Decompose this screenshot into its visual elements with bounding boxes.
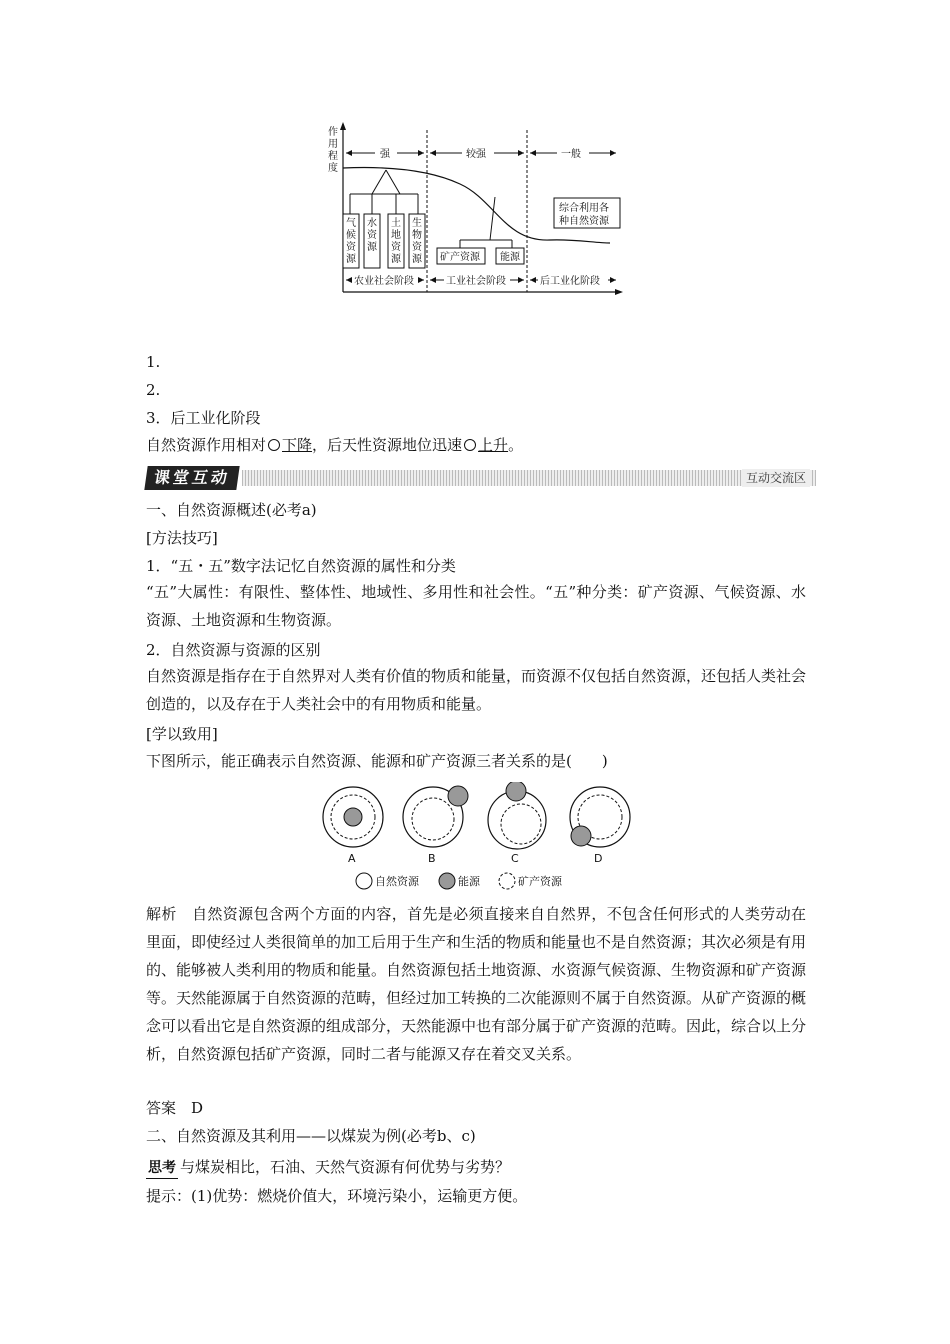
legend-energy: 能源 [458,875,480,888]
y-axis-arrow [340,122,346,130]
item-3: 3．后工业化阶段 [146,409,261,427]
svg-text:资: 资 [367,230,377,241]
svg-text:矿产资源: 矿产资源 [440,252,480,263]
option-c-diagram [488,782,546,865]
arrow-head [610,277,616,283]
y-label-2: 用 [328,139,338,150]
option-b-label: B [428,852,436,865]
svg-text:综合利用各: 综合利用各 [559,203,609,214]
phase-bottom-post: 后工业化阶段 [540,276,600,287]
y-label-4: 度 [328,163,338,174]
legend [356,873,563,889]
arrow-head [518,150,524,156]
option-c-label: C [511,852,519,865]
analysis-block [146,900,806,1068]
option-d-label: D [594,852,603,865]
apply-label: [学以致用] [146,725,218,743]
box-land [388,214,404,268]
phase-bottom-ind: 工业社会阶段 [446,276,506,287]
connector [372,170,386,194]
banner-right-label: 互动交流区 [742,469,810,487]
svg-text:资: 资 [391,242,401,253]
box-bio [409,214,425,268]
arrow-head [610,150,616,156]
method-1-title: 1．“五・五”数字法记忆自然资源的属性和分类 [146,557,456,575]
think-tag: 思考 [146,1158,178,1179]
arrow-head [430,150,436,156]
svg-text:物: 物 [412,230,422,241]
svg-text:种自然资源: 种自然资源 [559,216,609,227]
box-water [364,214,380,268]
answer-decline: 下降 [282,436,313,454]
svg-text:源: 源 [346,254,356,265]
svg-text:气: 气 [346,218,356,229]
options-figure [316,782,646,892]
phase-top-fair: 较强 [466,149,486,160]
arrow-head [346,150,352,156]
x-axis-arrow [615,289,623,295]
resource-role-diagram [320,122,630,300]
think-line [146,1157,510,1179]
text: ，后天性资源地位迅速 [312,436,463,454]
legend-natural: 自然资源 [375,875,419,888]
option-a-diagram [323,787,383,865]
svg-text:土: 土 [391,218,401,229]
method-2-title: 2．自然资源与资源的区别 [146,641,321,659]
box-comprehensive [554,198,620,228]
banner-stripe [242,470,816,486]
answer-label: 答案 [146,1099,177,1117]
item-3-detail [146,435,523,455]
y-label-3: 程 [328,151,338,162]
connector [386,170,400,194]
banner-title: 课堂互动 [144,466,239,490]
svg-text:源: 源 [412,254,422,265]
svg-text:候: 候 [346,230,356,241]
svg-text:源: 源 [367,242,377,253]
arrow-head [346,277,352,283]
think-question: 与煤炭相比，石油、天然气资源有何优势与劣势？ [180,1158,511,1176]
svg-text:地: 地 [391,230,401,241]
box-mineral [437,248,485,264]
arrow-head [430,277,436,283]
box-climate [343,214,359,268]
phase-top-normal: 一般 [561,149,581,160]
arrow-head [418,150,424,156]
svg-text:资: 资 [346,242,356,253]
analysis-text: 自然资源包含两个方面的内容，首先是必须直接来自自然界，不包含任何形式的人类劳动在里面，即使经过人类很简单的加工后用于生产和生活的物质和能量也不是自然资源；其次必须是有用的、能够被人类利用的物质和能量。自然资源包括土地资源、水资源气候资源、生物资源和矿产资源等。天然能源属于自然资源的范畴，但经过加工转换的二次能源则不属于自然资源。从矿产资源的概念可以看出它是自然资源的组成部分，天然能源中也有部分属于矿产资源的范畴。因此，综合以上分析，自然资源包括矿产资源，同时二者与能源又存在着交叉关系。 [146,905,807,1063]
arrow-head [418,277,424,283]
option-b-diagram [403,786,468,865]
phase-top-strong: 强 [380,149,390,160]
item-2: 2. [146,381,161,399]
svg-text:生: 生 [412,218,422,229]
option-d-diagram [570,787,630,865]
analysis-label: 解析 [146,905,177,923]
hint-line: 提示：(1)优势：燃烧价值大，环境污染小，运输更方便。 [146,1187,528,1205]
option-a-label: A [348,852,356,865]
arrow-head [530,277,536,283]
answer-value: D [191,1099,204,1117]
legend-mineral-icon [499,873,515,889]
phase-bottom-agri: 农业社会阶段 [354,276,414,287]
svg-text:水: 水 [367,218,377,229]
section2-heading: 二、自然资源及其利用——以煤炭为例(必考b、c) [146,1127,476,1145]
section1-heading: 一、自然资源概述(必考a) [146,501,317,519]
legend-mineral: 矿产资源 [518,875,562,888]
answer-line [146,1098,203,1118]
section-banner [146,466,816,490]
text: 。 [508,436,524,454]
question-text: 下图所示，能正确表示自然资源、能源和矿产资源三者关系的是( ) [146,752,608,770]
blank-circle-icon [268,439,280,451]
text: 自然资源作用相对 [146,436,267,454]
legend-energy-icon [439,873,455,889]
y-label-1: 作 [328,127,338,138]
svg-text:源: 源 [391,254,401,265]
method-label: [方法技巧] [146,529,218,547]
legend-natural-icon [356,873,372,889]
item-1: 1. [146,353,161,371]
svg-text:资: 资 [412,242,422,253]
blank-circle-icon [464,439,476,451]
answer-rise: 上升 [478,436,509,454]
arrow-head [518,277,524,283]
method-1-body: “五”大属性：有限性、整体性、地域性、多用性和社会性。“五”种分类：矿产资源、气候资源、水资源、土地资源和生物资源。 [146,583,806,629]
svg-text:能源: 能源 [500,252,520,263]
arrow-head [530,150,536,156]
box-energy [496,248,524,264]
connector [490,197,495,240]
method-2-body: 自然资源是指存在于自然界对人类有价值的物质和能量，而资源不仅包括自然资源，还包括人类社会创造的，以及存在于人类社会中的有用物质和能量。 [146,667,807,713]
